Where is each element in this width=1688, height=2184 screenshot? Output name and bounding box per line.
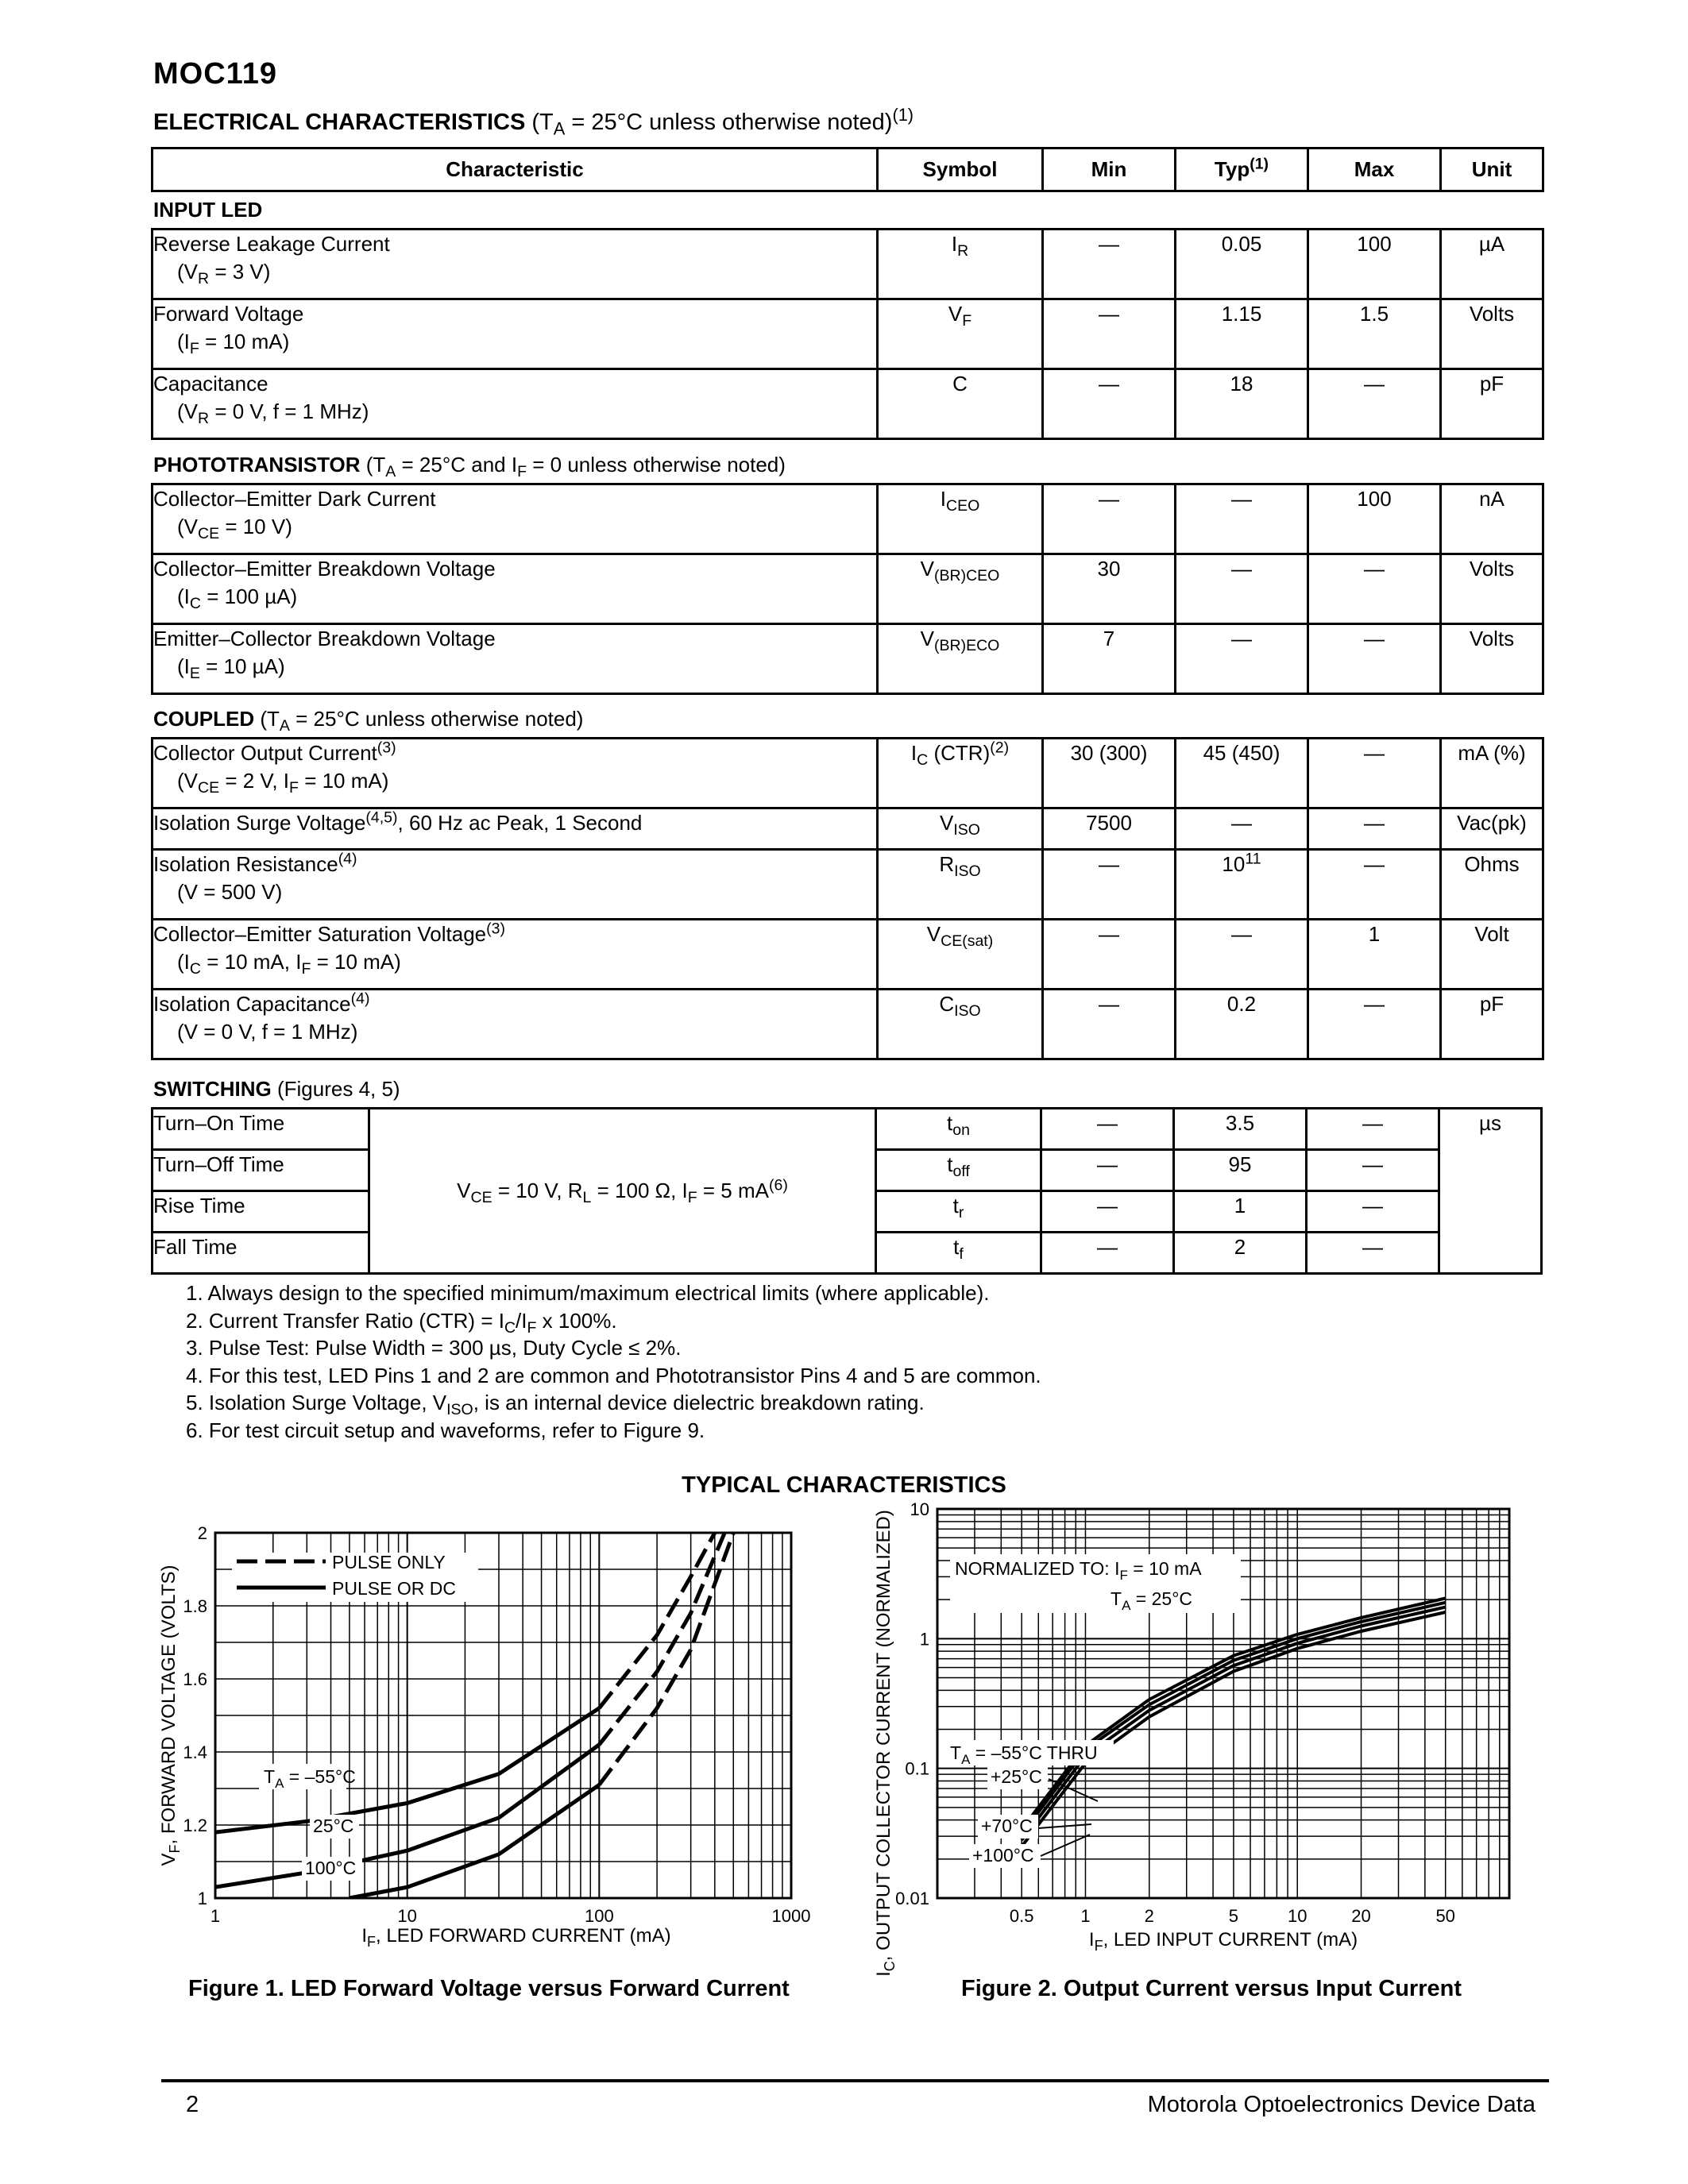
table-row: Reverse Leakage Current ($V_R = 3$ V) $I_R$ — 0.05 100 µA (153, 230, 1543, 299)
x-tick-label: 1 (1080, 1906, 1091, 1926)
figure-1-chart (143, 1505, 818, 1981)
x-tick-label: 10 (1287, 1906, 1308, 1926)
footnote-3: 3. Pulse Test: Pulse Width = 300 µs, Duty Cycle ≤ 2%. (186, 1336, 682, 1360)
y-tick-label: 1.6 (183, 1669, 207, 1689)
switching-table (151, 1107, 1543, 1275)
phototransistor-table (151, 483, 1544, 695)
table-row: Rise Time $t_r$ — 1 — (153, 1191, 1542, 1233)
table-row: Isolation Surge Voltage$^{(4,5)}$, 60 Hz ac Peak, 1 Second $V_{ISO}$ 7500 — — Vac(pk) (153, 808, 1543, 850)
figure-2-xlabel: $I_F$, LED INPUT CURRENT (mA) (1088, 1929, 1358, 1954)
footnote-6: 6. For test circuit setup and waveforms, refer to Figure 9. (186, 1418, 705, 1442)
footer-publisher: Motorola Optoelectronics Device Data (1147, 2092, 1535, 2117)
table-row: Collector–Emitter Saturation Voltage$^{(3)}$ ($I_C = 10$ mA, $I_F = 10$ mA) $V_{CE(sat)}$ — — 1 Volt (153, 920, 1543, 990)
annotation-normalized: NORMALIZED TO: $I_F = 10$ mA (955, 1558, 1202, 1583)
annotation-100c: 100°C (305, 1858, 357, 1878)
y-tick-label: 1 (197, 1889, 207, 1908)
table-row: Collector–Emitter Dark Current ($V_{CE} = 10$ V) $I_{CEO}$ — — 100 nA (153, 484, 1543, 554)
y-tick-label: 1.8 (183, 1596, 207, 1616)
figure-2-chart (858, 1497, 1541, 1981)
table-row: Turn–On Time $V_{CE} = 10$ V, $R_L = 100$ Ω, $I_F = 5$ $mA^{(6)}$ $t_{on}$ — 3.5 — µs (153, 1109, 1542, 1150)
figure-2-caption: Figure 2. Output Current versus Input Current (961, 1976, 1462, 2001)
section-phototransistor: PHOTOTRANSISTOR ($T_A = 25^\circ C$ and $I_F = 0$ unless otherwise noted) (153, 453, 786, 480)
table-row: Collector Output Current$^{(3)}$ ($V_{CE} = 2$ V, $I_F = 10$ mA) $I_C$ (CTR)$^{(2)}$ 30 (300) 45 (450) — mA (%) (153, 739, 1543, 808)
series-line-solid (350, 1785, 599, 1898)
y-tick-label: 10 (910, 1499, 929, 1519)
figure-1-caption: Figure 1. LED Forward Voltage versus Forward Current (188, 1976, 790, 2001)
y-tick-label: 0.01 (895, 1889, 929, 1908)
table-row: Fall Time $t_f$ — 2 — (153, 1233, 1542, 1274)
footnote-5: 5. Isolation Surge Voltage, $V_{ISO}$, is an internal device dielectric breakdown rating. (186, 1391, 925, 1418)
annotation-ta-minus55: $T_A = -55^\circ C$ (264, 1766, 356, 1791)
table-row: Emitter–Collector Breakdown Voltage ($I_E = 10$ µA) $V_{(BR)ECO}$ 7 — — Volts (153, 624, 1543, 694)
x-tick-label: 0.5 (1009, 1906, 1034, 1926)
y-tick-label: 1.4 (183, 1742, 207, 1762)
figure-1-xlabel: $I_F$, LED FORWARD CURRENT (mA) (361, 1925, 671, 1950)
table-row: Isolation Capacitance$^{(4)}$ (V = 0 V, f = 1 MHz) $C_{ISO}$ — 0.2 — pF (153, 990, 1543, 1059)
x-tick-label: 1 (210, 1906, 221, 1926)
x-tick-label: 5 (1228, 1906, 1239, 1926)
x-tick-label: 50 (1435, 1906, 1455, 1926)
page-number: 2 (186, 2092, 199, 2117)
col-symbol: Symbol (878, 149, 1043, 191)
typical-characteristics-title: TYPICAL CHARACTERISTICS (682, 1472, 1006, 1498)
annotation-25c: 25°C (313, 1815, 354, 1836)
annotation-plus70: +70°C (981, 1815, 1033, 1836)
annotation-plus100: +100°C (972, 1845, 1034, 1866)
annotation-ta-25c: $T_A = 25^\circ C$ (1111, 1588, 1193, 1613)
characteristics-header-table (151, 147, 1544, 192)
annotation-thru: $T_A = -55^\circ C$ THRU (950, 1742, 1098, 1767)
x-tick-label: 1000 (771, 1906, 811, 1926)
document-title: MOC119 (153, 57, 277, 91)
col-max: Max (1308, 149, 1441, 191)
table-row: Turn–Off Time $t_{off}$ — 95 — (153, 1150, 1542, 1191)
col-unit: Unit (1441, 149, 1543, 191)
section-switching: SWITCHING (Figures 4, 5) (153, 1077, 400, 1101)
footnote-2: 2. Current Transfer Ratio $(CTR) = I_C/I_F$ x 100%. (186, 1308, 617, 1337)
legend-pulse-only: PULSE ONLY (332, 1552, 446, 1572)
y-tick-label: 1 (919, 1629, 929, 1650)
y-tick-label: 0.1 (905, 1758, 929, 1779)
footnote-1: 1. Always design to the specified minimum/maximum electrical limits (where applicable). (186, 1281, 990, 1305)
col-typ: Typ$^{(1)}$ (1176, 149, 1308, 191)
series-line-dashed (599, 1533, 733, 1785)
section-input-led: INPUT LED (153, 198, 263, 222)
table-row: Collector–Emitter Breakdown Voltage ($I_C = 100$ µA) $V_{(BR)CEO}$ 30 — — Volts (153, 554, 1543, 624)
y-tick-label: 1.2 (183, 1815, 207, 1835)
table-row: Capacitance ($V_R = 0$ V, f = 1 MHz) C — 18 — pF (153, 369, 1543, 439)
col-characteristic: Characteristic (153, 149, 878, 191)
coupled-table (151, 737, 1544, 1060)
section-coupled: COUPLED ($T_A = 25^\circ C$ unless otherwise noted) (153, 707, 584, 735)
col-min: Min (1043, 149, 1176, 191)
x-tick-label: 20 (1351, 1906, 1371, 1926)
footer-rule (161, 2079, 1549, 2082)
figure-2-ylabel: $I_C$, OUTPUT COLLECTOR CURRENT (NORMALIZED) (873, 1510, 898, 1977)
x-tick-label: 100 (584, 1906, 614, 1926)
electrical-characteristics-heading: ELECTRICAL CHARACTERISTICS ($T_A = 25^\circ C$ unless otherwise noted)$^{(1)}$ (153, 105, 914, 139)
x-tick-label: 10 (397, 1906, 417, 1926)
figure-1-ylabel: $V_F$, FORWARD VOLTAGE (VOLTS) (158, 1565, 183, 1866)
table-row: Forward Voltage ($I_F = 10$ mA) $V_F$ — 1.15 1.5 Volts (153, 299, 1543, 369)
footnote-4: 4. For this test, LED Pins 1 and 2 are common and Phototransistor Pins 4 and 5 are common. (186, 1363, 1041, 1387)
y-tick-label: 2 (197, 1523, 207, 1543)
x-tick-label: 2 (1144, 1906, 1154, 1926)
legend-pulse-or-dc: PULSE OR DC (332, 1578, 456, 1599)
series-line-dashed (599, 1533, 724, 1745)
switching-condition: $V_{CE} = 10$ V, $R_L = 100$ Ω, $I_F = 5$ $mA^{(6)}$ (369, 1109, 876, 1274)
annotation-plus25: +25°C (991, 1766, 1042, 1787)
footnotes (186, 1279, 1041, 1444)
table-row: Isolation Resistance$^{(4)}$ (V = 500 V) $R_{ISO}$ — $10^{11}$ — Ohms (153, 850, 1543, 920)
input-led-table (151, 228, 1544, 440)
annotation-arrows (1038, 1779, 1098, 1856)
